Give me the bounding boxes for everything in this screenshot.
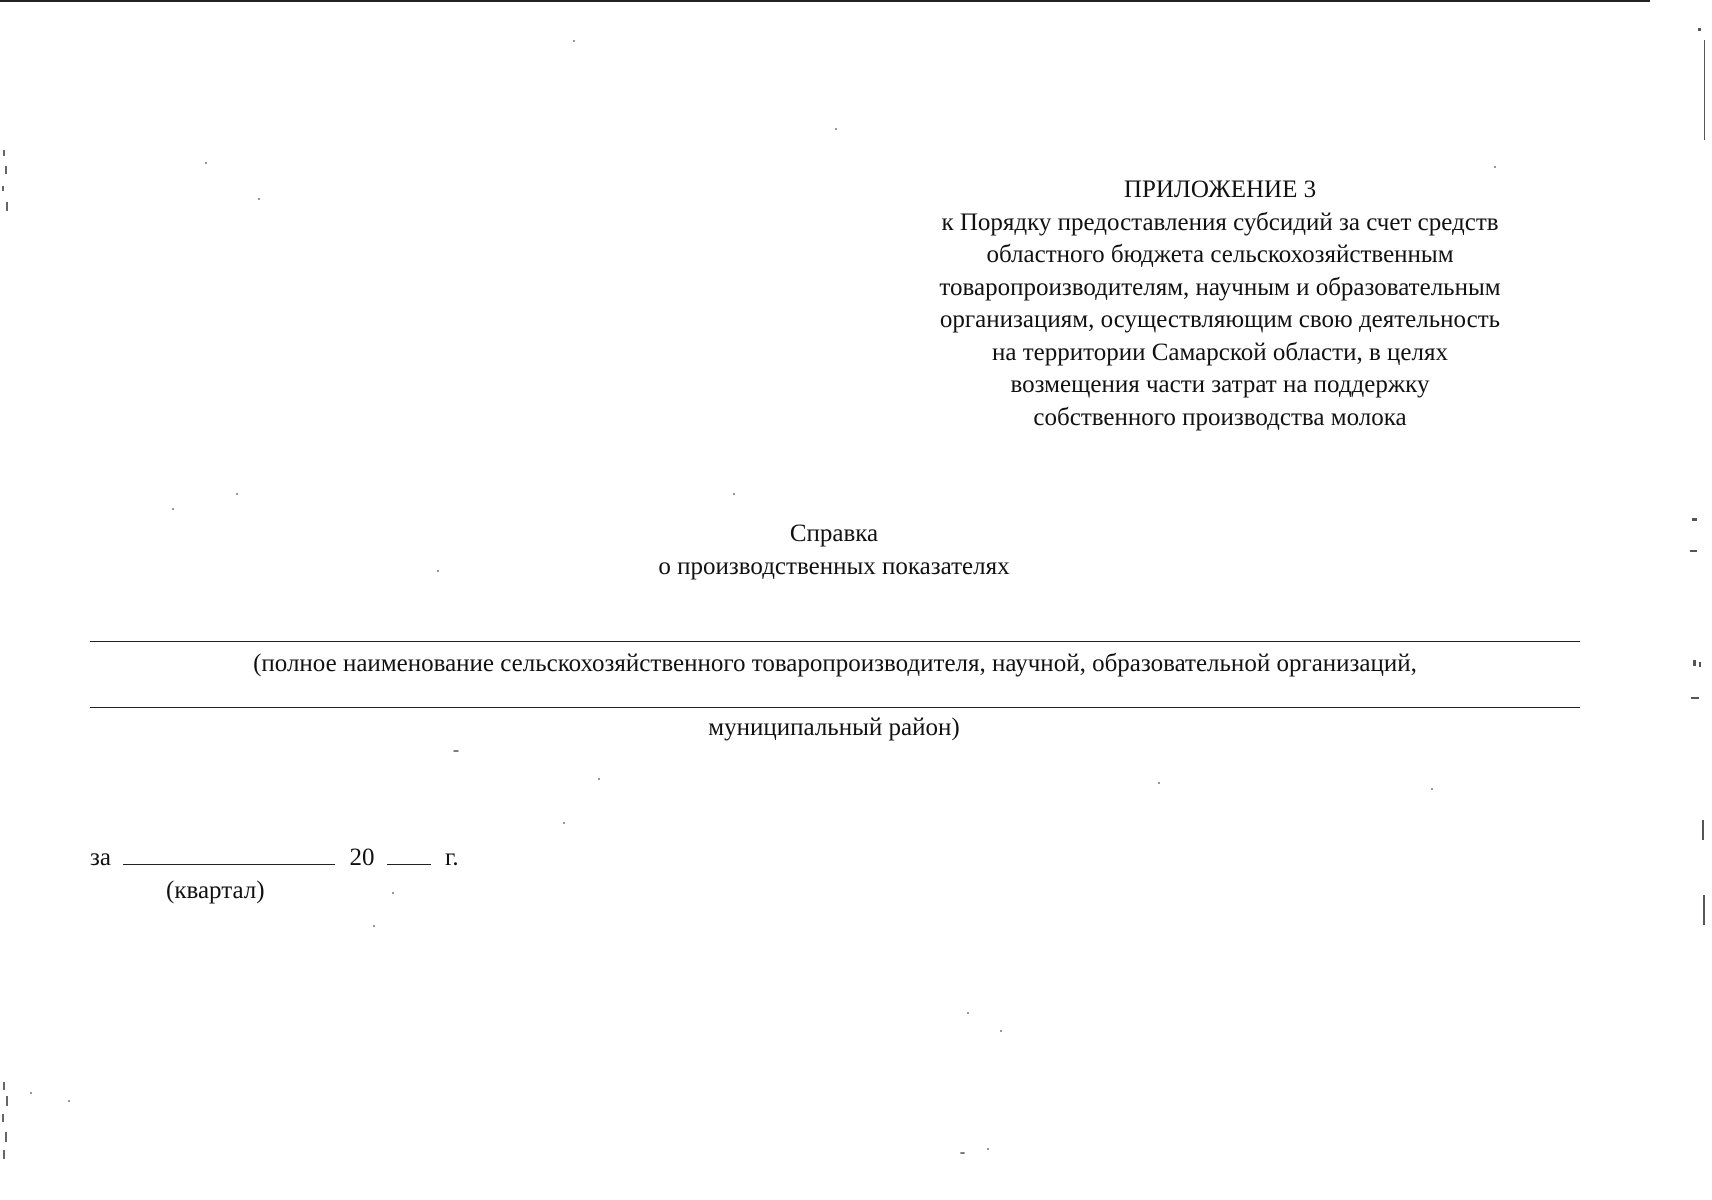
appendix-line: собственного производства молока — [1033, 403, 1407, 431]
scan-speck — [598, 778, 600, 780]
scan-speck — [987, 1148, 989, 1150]
scan-speck — [1431, 788, 1433, 790]
scan-speck — [30, 1092, 32, 1094]
appendix-line: товаропроизводителям, научным и образовательным — [939, 273, 1501, 301]
scan-speck — [835, 128, 837, 130]
scan-speck — [172, 508, 174, 510]
period-prefix: за — [90, 844, 111, 871]
scan-left-edge-marks — [0, 0, 12, 1200]
appendix-line: организациям, осуществляющим свою деятельность — [939, 306, 1501, 333]
scan-speck — [258, 198, 260, 200]
organization-name-caption: (полное наименование сельскохозяйственного товаропроизводителя, научной, образовательной организаций, — [253, 650, 1417, 677]
scan-speck — [437, 570, 439, 572]
document-title: Справка — [789, 520, 879, 547]
reporting-period-row — [90, 842, 459, 874]
year-suffix: г. — [444, 844, 459, 871]
appendix-line: областного бюджета сельскохозяйственным — [986, 241, 1454, 268]
scan-speck — [573, 40, 575, 42]
appendix-header — [870, 174, 1570, 434]
appendix-line: возмещения части затрат на поддержку — [1010, 371, 1430, 398]
year-blank[interactable] — [387, 842, 431, 865]
year-prefix: 20 — [349, 844, 375, 871]
scan-speck — [733, 493, 735, 495]
document-subtitle: о производственных показателях — [658, 553, 1010, 580]
appendix-title: ПРИЛОЖЕНИЕ 3 — [1123, 176, 1317, 203]
scan-top-border — [0, 0, 1650, 2]
quarter-caption: (квартал) — [166, 877, 265, 904]
scan-speck — [453, 750, 459, 752]
scan-speck — [563, 822, 565, 824]
scan-speck — [967, 1012, 969, 1014]
appendix-line: к Порядку предоставления субсидий за счет средств — [941, 208, 1499, 236]
scan-right-edge-marks — [1682, 0, 1712, 1200]
district-line[interactable] — [90, 707, 1580, 708]
quarter-blank[interactable] — [123, 842, 335, 865]
scan-speck — [1494, 166, 1496, 168]
scan-speck — [205, 162, 207, 164]
district-caption: муниципальный район) — [708, 714, 960, 741]
scan-speck — [68, 1100, 70, 1102]
scan-speck — [236, 493, 238, 495]
organization-name-line[interactable] — [90, 641, 1580, 642]
scan-speck — [373, 925, 375, 927]
scan-speck — [1000, 1030, 1002, 1032]
scan-speck — [1158, 782, 1160, 784]
appendix-line: на территории Самарской области, в целях — [992, 338, 1448, 366]
scan-speck — [960, 1152, 965, 1154]
scan-speck — [392, 892, 394, 894]
